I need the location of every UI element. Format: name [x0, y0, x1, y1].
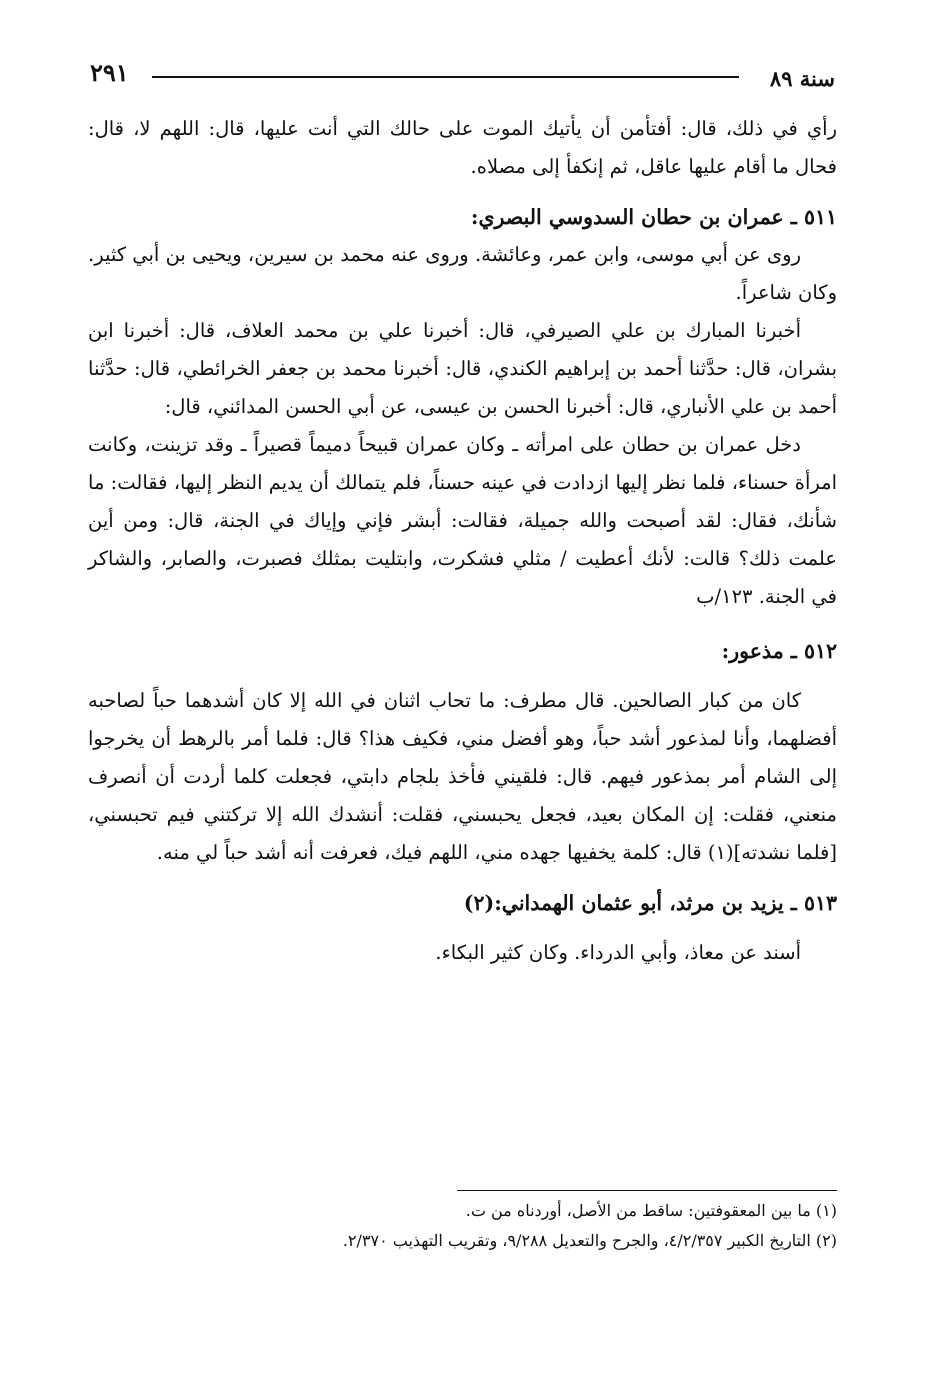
running-header: [90, 58, 835, 98]
footnote: (٢) التاريخ الكبير ٤/٢/٣٥٧، والجرح والتعديل ٩/٢٨٨، وتقريب التهذيب ٢/٣٧٠.: [342, 1231, 837, 1250]
entry-paragraph-text: دخل عمران بن حطان على امرأته ـ وكان عمران قبيحاً دميماً قصيراً ـ وقد تزينت، وكانت امرأة حسناء، فلما نظر إليها ازدادت في عينه حسناً، فلم يتمالك أن يديم النظر إليها، فقالت: ما شأنك، فقال: لقد أصبحت والله جميلة، فقالت: أبشر فإني وإياك في الجنة، قال: ومن أين علمت ذلك؟ قالت: لأنك أعطيت / مثلي فشكرت، وابتليت بمثلك فصبرت، والصابر، والشاكر في الجنة.: [88, 433, 837, 608]
entry-513: [88, 884, 837, 972]
footnotes: [150, 1196, 837, 1256]
header-year: سنة ٨٩: [769, 66, 835, 91]
intro-paragraph: رأي في ذلك، قال: أفتأمن أن يأتيك الموت على حالك التي أنت عليها، قال: اللهم لا، قال: فحال ما أقام عليها عاقل، ثم إنكفأ إلى مصلاه.: [88, 117, 837, 178]
entry-paragraph: أسند عن معاذ، وأبي الدرداء. وكان كثير البكاء.: [435, 941, 801, 964]
footnote: (١) ما بين المعقوفتين: ساقط من الأصل، أوردناه من ت.: [465, 1201, 837, 1220]
entry-511: [88, 198, 837, 616]
entry-paragraph: روى عن أبي موسى، وابن عمر، وعائشة. وروى عنه محمد بن سيرين، ويحيى بن أبي كثير. وكان شاعراً.: [88, 243, 837, 304]
entry-paragraph: [88, 426, 837, 616]
entry-title: ٥١٢ ـ مذعور:: [721, 639, 837, 663]
text-column: [88, 110, 837, 972]
entry-512: [88, 632, 837, 872]
entry-paragraph: كان من كبار الصالحين. قال مطرف: ما تحاب اثنان في الله إلا كان أشدهما حباً لصاحبه أفضلهما، وأنا لمذعور أشد حباً، وهو أفضل مني، فكيف هذا؟ قال: فلما أمر بالرهط أن يخرجوا إلى الشام أمر بمذعور فيهم. قال: فلقيني فأخذ بلجام دابتي، فجعلت كلما أردت أن أنصرف منعني، فقلت: إن المكان بعيد، فجعل يحبسني، فقلت: أنشدك الله إلا تركتني فيم تحبسني، [فلما نشدته](١) قال: كلمة يخفيها جهده مني، اللهم فيك، فعرفت أنه أشد حباً لي منه.: [88, 689, 837, 864]
entry-title: ٥١٣ ـ يزيد بن مرثد، أبو عثمان الهمداني:(٢): [463, 891, 837, 915]
header-rule: [152, 76, 739, 78]
folio-marker: ١٢٣/ب: [696, 585, 753, 608]
page-number: ٢٩١: [90, 58, 129, 87]
footnote-rule: [457, 1190, 837, 1191]
entry-paragraph: أخبرنا المبارك بن علي الصيرفي، قال: أخبرنا علي بن محمد العلاف، قال: أخبرنا ابن بشران، قال: حدَّثنا أحمد بن إبراهيم الكندي، قال: أخبرنا محمد بن جعفر الخرائطي، قال: حدَّثنا أحمد بن علي الأنباري، قال: أخبرنا الحسن بن عيسى، عن أبي الحسن المدائني، قال:: [88, 319, 837, 418]
entry-title: ٥١١ ـ عمران بن حطان السدوسي البصري:: [470, 205, 837, 229]
